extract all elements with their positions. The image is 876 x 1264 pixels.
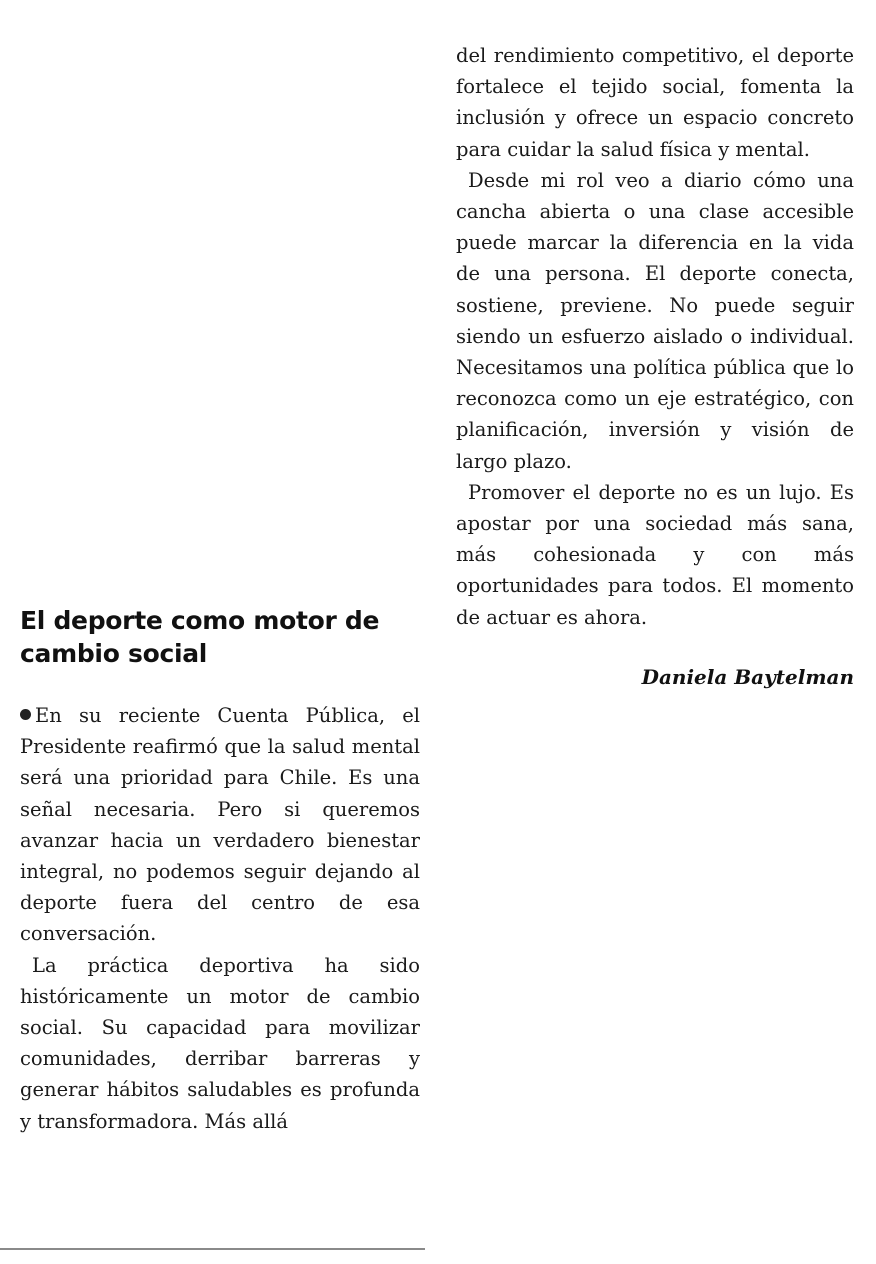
paragraph-continuation: del rendimiento competitivo, el deporte fortalece el tejido social, fomenta la inclusión y ofrece un espacio concreto para cuidar la salud física y mental. (456, 44, 854, 161)
bullet-icon (20, 709, 31, 720)
paragraph-lead-text: En su reciente Cuenta Pública, el Presidente reafirmó que la salud mental será una prioridad para Chile. Es una señal necesaria. Pero si queremos avanzar hacia un verdadero bienestar integral, no podemos seguir dejando al deporte fuera del centro de esa conversación. (20, 704, 420, 946)
left-column (20, 604, 420, 1137)
article-body (20, 700, 420, 1137)
article-body-continued (456, 40, 854, 633)
author-signature: Daniela Baytelman (641, 664, 854, 689)
bottom-divider (0, 1248, 425, 1250)
right-column (456, 40, 854, 689)
paragraph-lead (20, 700, 420, 950)
paragraph: Promover el deporte no es un lujo. Es apostar por una sociedad más sana, más cohesionada y con más oportunidades para todos. El momento de actuar es ahora. (456, 480, 854, 629)
article-headline: El deporte como motor de cambio social (20, 606, 380, 668)
paragraph: La práctica deportiva ha sido históricamente un motor de cambio social. Su capacidad para movilizar comunidades, derribar barreras y generar hábitos saludables es profunda y transformadora. Más allá (20, 953, 420, 1133)
paragraph: Desde mi rol veo a diario cómo una cancha abierta o una clase accesible puede marcar la diferencia en la vida de una persona. El deporte conecta, sostiene, previene. No puede seguir siendo un esfuerzo aislado o individual. Necesitamos una política pública que lo reconozca como un eje estratégico, con planificación, inversión y visión de largo plazo. (456, 168, 854, 473)
